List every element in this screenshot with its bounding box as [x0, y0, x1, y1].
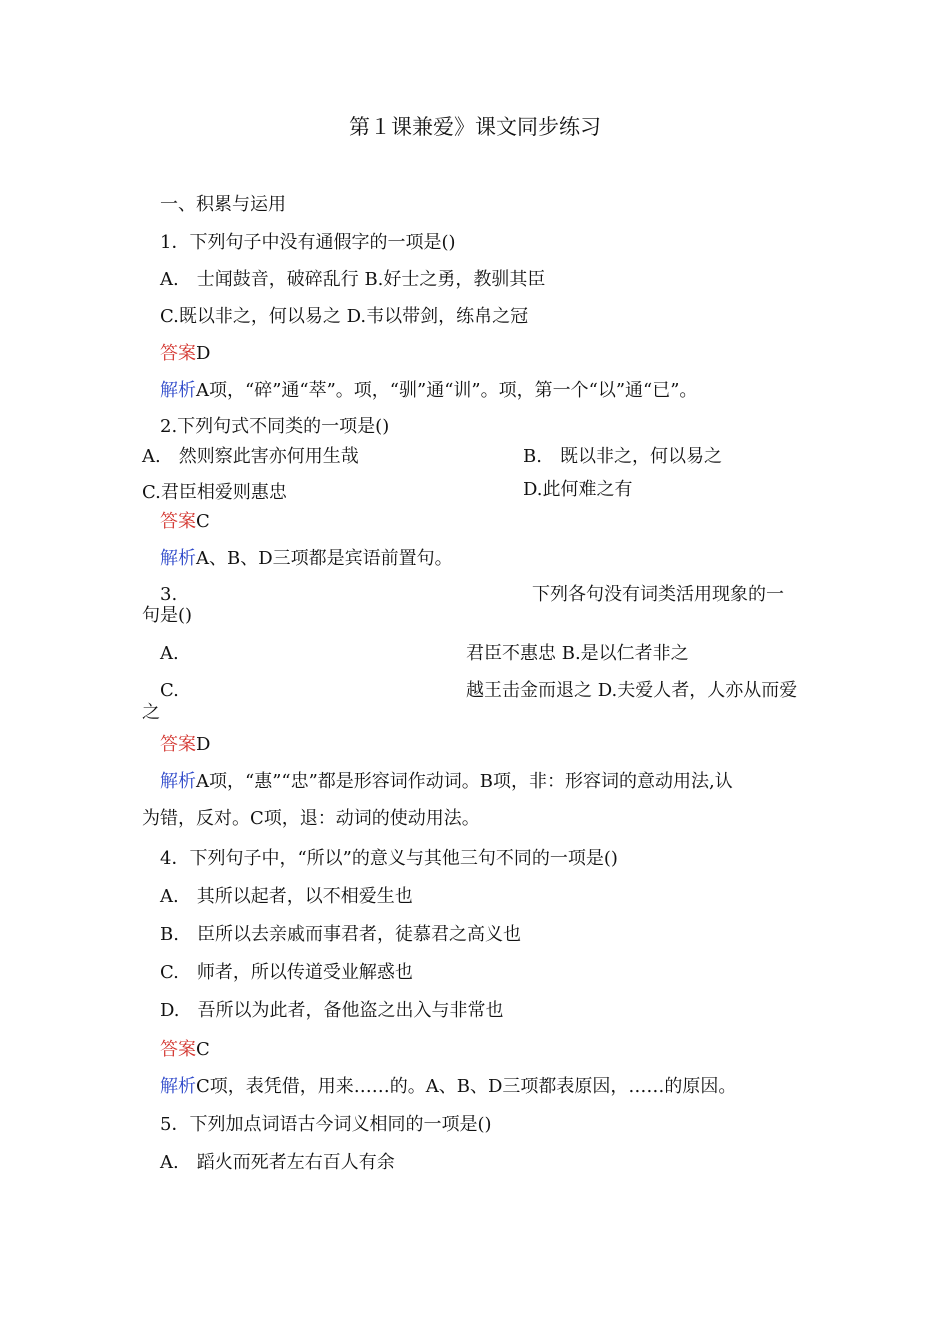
- question-5-stem: 5．下列加点词语古今词义相同的一项是(): [160, 1114, 492, 1135]
- question-3-options-cd-cont: 之: [142, 702, 160, 723]
- question-3-options-cd: 越王击金而退之 D.夫爱人者，人亦从而爱: [466, 680, 798, 701]
- question-2-answer: [160, 511, 210, 533]
- analysis-text: A项，“惠”“忠”都是形容词作动词。B项，非：形容词的意动用法,认: [196, 771, 733, 792]
- question-1-stem: 1．下列句子中没有通假字的一项是(): [160, 232, 456, 253]
- answer-label: 答案: [160, 1039, 196, 1060]
- question-1-answer: [160, 343, 210, 365]
- question-3-answer: [160, 734, 210, 756]
- question-4-option-c: C. 师者，所以传道受业解惑也: [160, 962, 413, 983]
- answer-value: C: [196, 511, 210, 532]
- answer-value: C: [196, 1039, 210, 1060]
- page-title: 第１课兼爱》课文同步练习: [349, 115, 601, 139]
- question-4-stem: 4．下列句子中，“所以”的意义与其他三句不同的一项是(): [160, 848, 618, 869]
- question-3-number: 3.: [160, 584, 178, 605]
- question-3-option-c-label: C.: [160, 680, 179, 701]
- question-4-option-a: A. 其所以起者，以不相爱生也: [160, 886, 413, 907]
- question-3-options-ab: 君臣不惠忠 B.是以仁者非之: [466, 643, 689, 664]
- analysis-label: 解析: [160, 771, 196, 792]
- analysis-text: C项，表凭借，用来……的。A、B、D三项都表原因，……的原因。: [196, 1076, 737, 1097]
- analysis-label: 解析: [160, 548, 196, 569]
- question-1-options-cd: C.既以非之，何以易之 D.韦以带剑，练帛之冠: [160, 306, 529, 327]
- question-2-analysis: [160, 548, 453, 570]
- question-3-option-a-label: A.: [160, 643, 179, 664]
- question-1-analysis: [160, 380, 697, 402]
- question-2-option-d: D.此何难之有: [523, 479, 633, 500]
- question-4-option-b: B. 臣所以去亲戚而事君者，徒慕君之高义也: [160, 924, 521, 945]
- answer-label: 答案: [160, 343, 196, 364]
- question-5-option-a: A. 蹈火而死者左右百人有余: [160, 1152, 395, 1173]
- analysis-label: 解析: [160, 1076, 196, 1097]
- analysis-text: A、B、D三项都是宾语前置句。: [196, 548, 453, 569]
- question-2-option-c: C.君臣相爱则惠忠: [142, 482, 287, 503]
- question-4-analysis: [160, 1076, 736, 1098]
- question-1-options-ab: A. 士闻鼓音，破碎乱行 B.好士之勇，教驯其臣: [160, 269, 546, 290]
- analysis-label: 解析: [160, 380, 196, 401]
- question-3-analysis-cont: 为错，反对。C项，退：动词的使动用法。: [142, 808, 480, 829]
- section-heading: 一、积累与运用: [160, 194, 286, 215]
- analysis-text: A项，“碎”通“萃”。项，“驯”通“训”。项，第一个“以”通“已”。: [196, 380, 698, 401]
- question-4-option-d: D. 吾所以为此者，备他盗之出入与非常也: [160, 1000, 504, 1021]
- answer-value: D: [196, 734, 211, 755]
- question-3-analysis: [160, 771, 733, 793]
- question-3-stem-cont: 句是(): [142, 605, 193, 626]
- answer-value: D: [196, 343, 211, 364]
- question-2-option-b: B. 既以非之，何以易之: [523, 446, 722, 467]
- answer-label: 答案: [160, 734, 196, 755]
- question-2-stem: 2.下列句式不同类的一项是(): [160, 416, 390, 437]
- answer-label: 答案: [160, 511, 196, 532]
- question-2-option-a: A. 然则察此害亦何用生哉: [142, 446, 359, 467]
- question-4-answer: [160, 1039, 210, 1061]
- question-3-stem: 下列各句没有词类活用现象的一: [532, 584, 784, 605]
